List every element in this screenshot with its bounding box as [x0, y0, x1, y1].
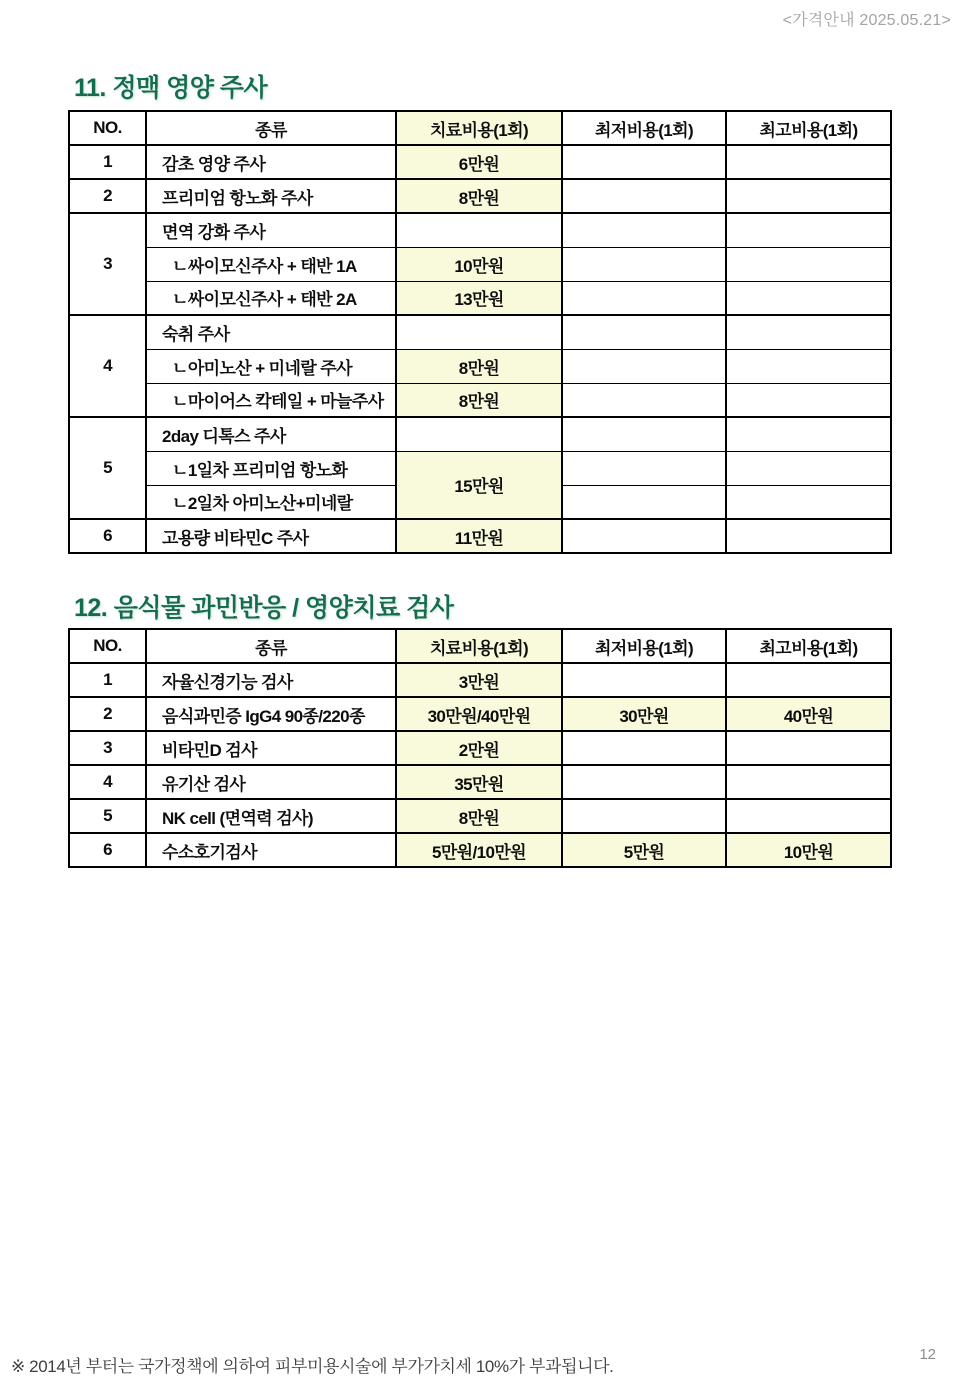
cell-cost: 2만원 — [396, 731, 562, 765]
col-header-max: 최고비용(1회) — [726, 629, 891, 663]
iv-nutrition-price-table — [68, 110, 892, 554]
cell-cost: 13만원 — [396, 281, 562, 315]
cell-cost: 8만원 — [396, 799, 562, 833]
cell-max — [726, 731, 891, 765]
cell-min — [562, 281, 726, 315]
col-header-min: 최저비용(1회) — [562, 111, 726, 145]
cell-no: 5 — [69, 799, 146, 833]
cell-cost — [396, 417, 562, 451]
cell-no: 3 — [69, 731, 146, 765]
cell-min — [562, 663, 726, 697]
cell-max — [726, 451, 891, 485]
cell-max — [726, 417, 891, 451]
table-row — [69, 213, 891, 247]
table-header-row — [69, 111, 891, 145]
cell-no: 1 — [69, 145, 146, 179]
col-header-cost: 치료비용(1회) — [396, 629, 562, 663]
cell-name: 2day 디톡스 주사 — [146, 417, 396, 451]
col-header-type: 종류 — [146, 629, 396, 663]
cell-name: ㄴ1일차 프리미엄 항노화 — [146, 451, 396, 485]
col-header-type: 종류 — [146, 111, 396, 145]
cell-name: 음식과민증 IgG4 90종/220종 — [146, 697, 396, 731]
cell-min — [562, 145, 726, 179]
cell-min — [562, 799, 726, 833]
cell-name: ㄴ싸이모신주사 + 태반 2A — [146, 281, 396, 315]
col-header-cost: 치료비용(1회) — [396, 111, 562, 145]
cell-cost: 11만원 — [396, 519, 562, 553]
table-row — [69, 799, 891, 833]
cell-no: 6 — [69, 833, 146, 867]
cell-min — [562, 315, 726, 349]
cell-cost: 8만원 — [396, 179, 562, 213]
cell-name: 면역 강화 주사 — [146, 213, 396, 247]
col-header-max: 최고비용(1회) — [726, 111, 891, 145]
cell-min — [562, 765, 726, 799]
cell-name: 자율신경기능 검사 — [146, 663, 396, 697]
cell-name: ㄴ2일차 아미노산+미네랄 — [146, 485, 396, 519]
table-header-row — [69, 629, 891, 663]
cell-min — [562, 731, 726, 765]
page-number: 12 — [919, 1346, 936, 1363]
price-guide-date-note: <가격안내 2025.05.21> — [782, 12, 951, 29]
cell-max — [726, 315, 891, 349]
cell-min — [562, 417, 726, 451]
table-row — [69, 765, 891, 799]
cell-no: 6 — [69, 519, 146, 553]
cell-min — [562, 247, 726, 281]
cell-no: 1 — [69, 663, 146, 697]
cell-name: 유기산 검사 — [146, 765, 396, 799]
cell-name: 고용량 비타민C 주사 — [146, 519, 396, 553]
table-row — [69, 697, 891, 731]
table-subrow — [69, 451, 891, 485]
cell-min — [562, 383, 726, 417]
cell-max — [726, 485, 891, 519]
col-header-no: NO. — [69, 629, 146, 663]
cell-min: 30만원 — [562, 697, 726, 731]
cell-name: 숙취 주사 — [146, 315, 396, 349]
section-title-iv-nutrition: 11. 정맥 영양 주사 — [74, 74, 268, 102]
table-row — [69, 833, 891, 867]
table-subrow — [69, 349, 891, 383]
cell-min — [562, 485, 726, 519]
table-row — [69, 315, 891, 349]
table-subrow — [69, 383, 891, 417]
cell-max — [726, 247, 891, 281]
cell-no: 4 — [69, 315, 146, 417]
cell-max — [726, 213, 891, 247]
cell-min — [562, 451, 726, 485]
cell-min — [562, 519, 726, 553]
cell-cost — [396, 213, 562, 247]
cell-no: 4 — [69, 765, 146, 799]
cell-max — [726, 179, 891, 213]
cell-no: 5 — [69, 417, 146, 519]
cell-cost: 5만원/10만원 — [396, 833, 562, 867]
table-row — [69, 519, 891, 553]
cell-name: 감초 영양 주사 — [146, 145, 396, 179]
section-title-food-sensitivity-tests: 12. 음식물 과민반응 / 영양치료 검사 — [74, 594, 454, 622]
col-header-no: NO. — [69, 111, 146, 145]
cell-cost-merged: 15만원 — [396, 451, 562, 519]
table-subrow — [69, 247, 891, 281]
cell-min — [562, 179, 726, 213]
cell-cost: 10만원 — [396, 247, 562, 281]
cell-max — [726, 349, 891, 383]
cell-min: 5만원 — [562, 833, 726, 867]
cell-max — [726, 799, 891, 833]
table-subrow — [69, 281, 891, 315]
vat-footnote: ※ 2014년 부터는 국가정책에 의하여 피부미용시술에 부가가치세 10%가 부과됩니다. — [11, 1357, 614, 1376]
cell-max — [726, 519, 891, 553]
cell-no: 2 — [69, 179, 146, 213]
cell-cost — [396, 315, 562, 349]
cell-max — [726, 145, 891, 179]
cell-name: ㄴ싸이모신주사 + 태반 1A — [146, 247, 396, 281]
table-row — [69, 663, 891, 697]
cell-cost: 35만원 — [396, 765, 562, 799]
cell-max — [726, 663, 891, 697]
table-row — [69, 179, 891, 213]
table-row — [69, 145, 891, 179]
cell-cost: 6만원 — [396, 145, 562, 179]
cell-name: 프리미엄 항노화 주사 — [146, 179, 396, 213]
cell-cost: 8만원 — [396, 383, 562, 417]
cell-name: ㄴ아미노산 + 미네랄 주사 — [146, 349, 396, 383]
cell-no: 2 — [69, 697, 146, 731]
cell-no: 3 — [69, 213, 146, 315]
cell-name: 비타민D 검사 — [146, 731, 396, 765]
cell-max — [726, 765, 891, 799]
cell-min — [562, 349, 726, 383]
cell-min — [562, 213, 726, 247]
cell-max: 10만원 — [726, 833, 891, 867]
cell-max — [726, 281, 891, 315]
cell-cost: 8만원 — [396, 349, 562, 383]
food-sensitivity-test-price-table — [68, 628, 892, 868]
cell-name: NK cell (면역력 검사) — [146, 799, 396, 833]
cell-max — [726, 383, 891, 417]
cell-cost: 30만원/40만원 — [396, 697, 562, 731]
col-header-min: 최저비용(1회) — [562, 629, 726, 663]
cell-name: 수소호기검사 — [146, 833, 396, 867]
cell-cost: 3만원 — [396, 663, 562, 697]
table-row — [69, 417, 891, 451]
cell-name: ㄴ마이어스 칵테일 + 마늘주사 — [146, 383, 396, 417]
table-row — [69, 731, 891, 765]
cell-max: 40만원 — [726, 697, 891, 731]
